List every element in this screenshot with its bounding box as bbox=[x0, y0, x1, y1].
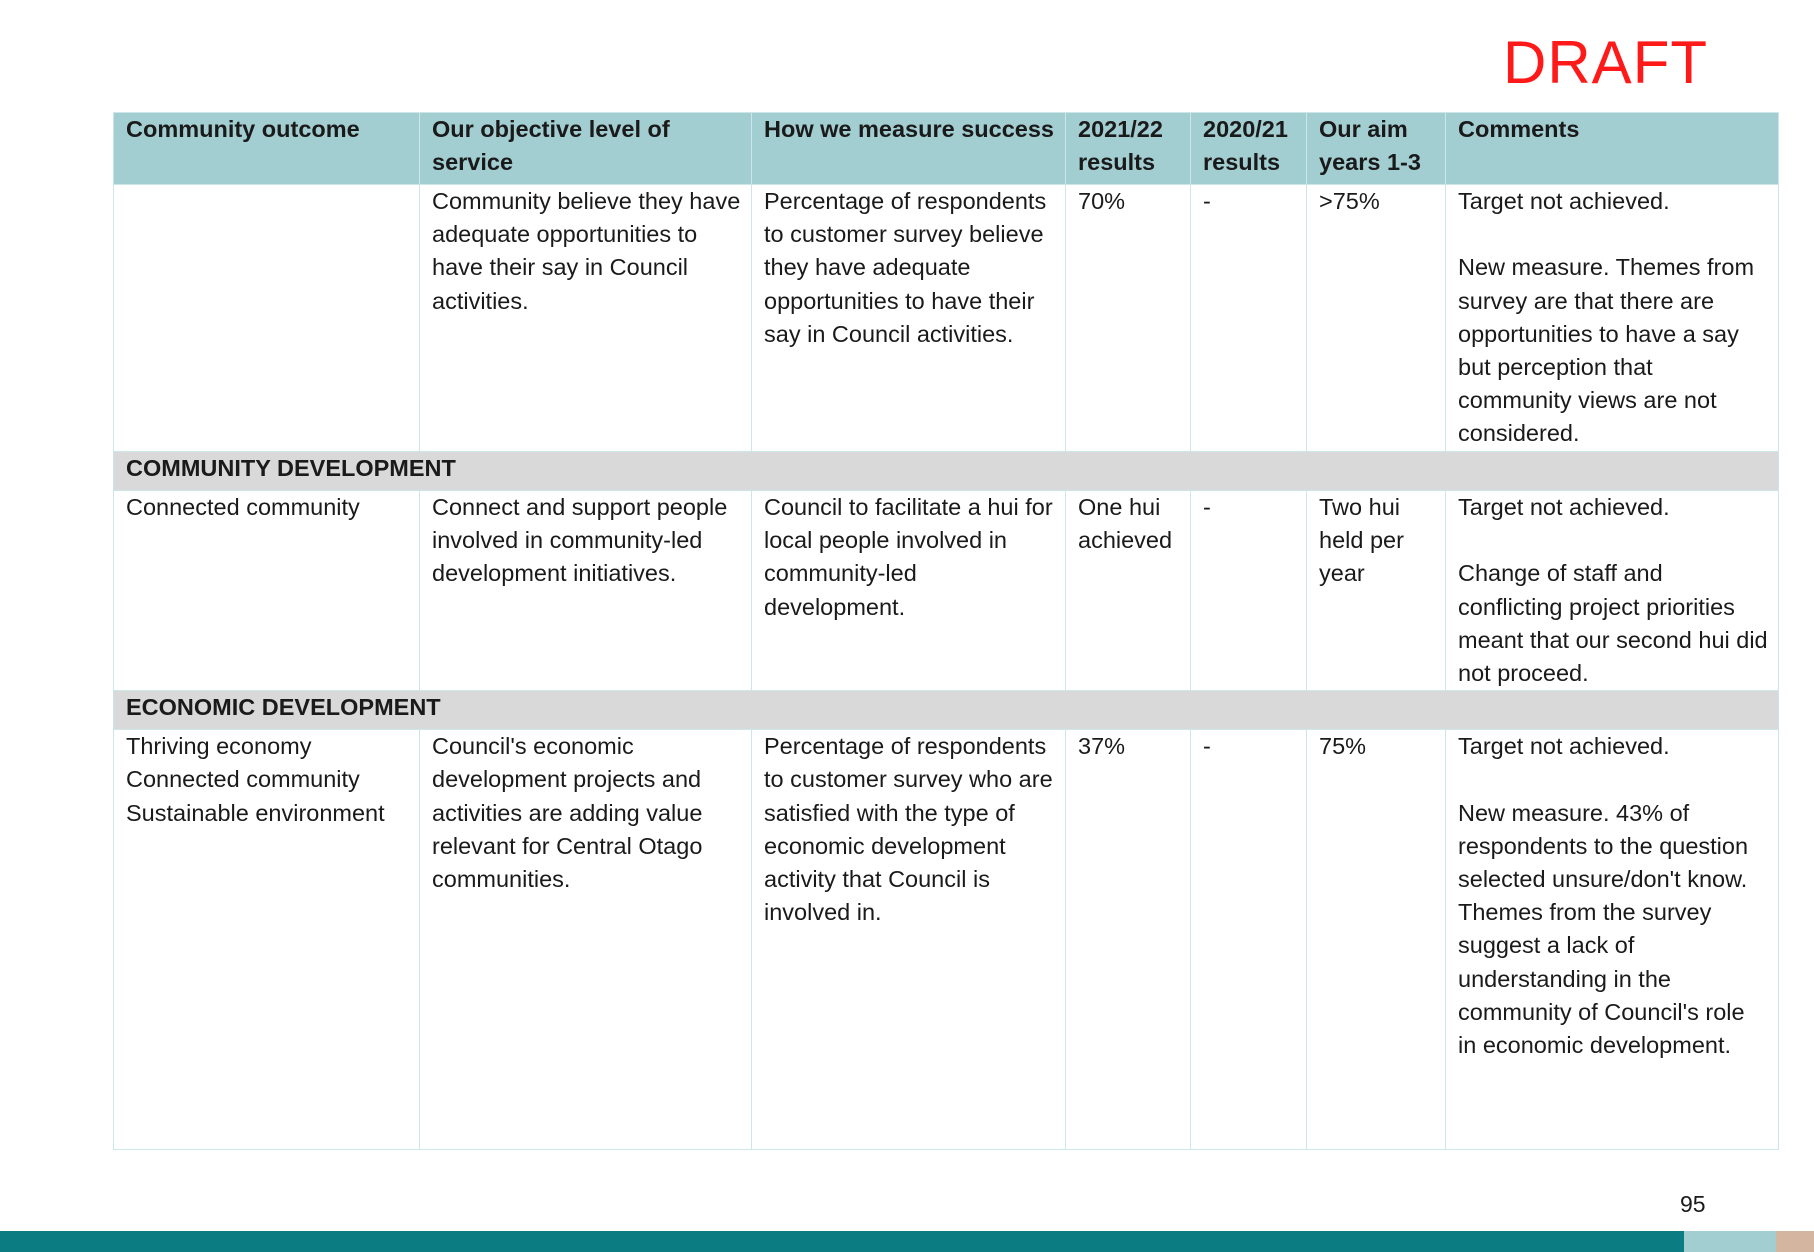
cell-2020-21-result: - bbox=[1191, 185, 1307, 452]
cell-how-we-measure-success: Percentage of respondents to customer survey believe they have adequate opportunities to have their say in Council activities. bbox=[752, 185, 1066, 452]
cell-aim: 75% bbox=[1307, 730, 1446, 1150]
footer-color-bar bbox=[0, 1231, 1814, 1252]
cell-how-we-measure-success: Percentage of respondents to customer survey who are satisfied with the type of economic development activity that Council is involved in. bbox=[752, 730, 1066, 1150]
page-number: 95 bbox=[1680, 1191, 1706, 1217]
footer-bar-light-segment bbox=[1684, 1231, 1776, 1252]
header-our-aim-years-1-3: Our aim years 1-3 bbox=[1307, 113, 1446, 185]
cell-2021-22-result: 37% bbox=[1066, 730, 1191, 1150]
header-comments: Comments bbox=[1446, 113, 1779, 185]
footer-bar-tan-segment bbox=[1776, 1231, 1814, 1252]
footer-bar-teal-segment bbox=[0, 1231, 1684, 1252]
section-row-community-development bbox=[114, 452, 1779, 491]
cell-community-outcome: Thriving economy Connected community Sustainable environment bbox=[114, 730, 420, 1150]
cell-2020-21-result: - bbox=[1191, 491, 1307, 691]
header-2021-22-results: 2021/22 results bbox=[1066, 113, 1191, 185]
table-row bbox=[114, 491, 1779, 691]
table-header-row bbox=[114, 113, 1779, 185]
section-heading: COMMUNITY DEVELOPMENT bbox=[114, 452, 1779, 491]
cell-aim: Two hui held per year bbox=[1307, 491, 1446, 691]
cell-objective-level-of-service: Community believe they have adequate opportunities to have their say in Council activities. bbox=[420, 185, 752, 452]
header-community-outcome: Community outcome bbox=[114, 113, 420, 185]
draft-watermark: DRAFT bbox=[1503, 29, 1708, 96]
table-row bbox=[114, 730, 1779, 1150]
table-row bbox=[114, 185, 1779, 452]
cell-how-we-measure-success: Council to facilitate a hui for local people involved in community-led development. bbox=[752, 491, 1066, 691]
cell-community-outcome bbox=[114, 185, 420, 452]
section-row-economic-development bbox=[114, 691, 1779, 730]
cell-comments: Target not achieved. New measure. Themes from survey are that there are opportunities to have a say but perception that community views are not considered. bbox=[1446, 185, 1779, 452]
header-2020-21-results: 2020/21 results bbox=[1191, 113, 1307, 185]
section-heading: ECONOMIC DEVELOPMENT bbox=[114, 691, 1779, 730]
cell-2021-22-result: One hui achieved bbox=[1066, 491, 1191, 691]
performance-table bbox=[113, 112, 1779, 1150]
cell-comments: Target not achieved. Change of staff and conflicting project priorities meant that our second hui did not proceed. bbox=[1446, 491, 1779, 691]
cell-aim: >75% bbox=[1307, 185, 1446, 452]
cell-objective-level-of-service: Connect and support people involved in community-led development initiatives. bbox=[420, 491, 752, 691]
header-objective-level-of-service: Our objective level of service bbox=[420, 113, 752, 185]
cell-2020-21-result: - bbox=[1191, 730, 1307, 1150]
cell-comments: Target not achieved. New measure. 43% of respondents to the question selected unsure/don't know. Themes from the survey suggest a lack of understanding in the community of Council's role in economic development. bbox=[1446, 730, 1779, 1150]
cell-2021-22-result: 70% bbox=[1066, 185, 1191, 452]
header-how-we-measure-success: How we measure success bbox=[752, 113, 1066, 185]
cell-objective-level-of-service: Council's economic development projects and activities are adding value relevant for Central Otago communities. bbox=[420, 730, 752, 1150]
cell-community-outcome: Connected community bbox=[114, 491, 420, 691]
